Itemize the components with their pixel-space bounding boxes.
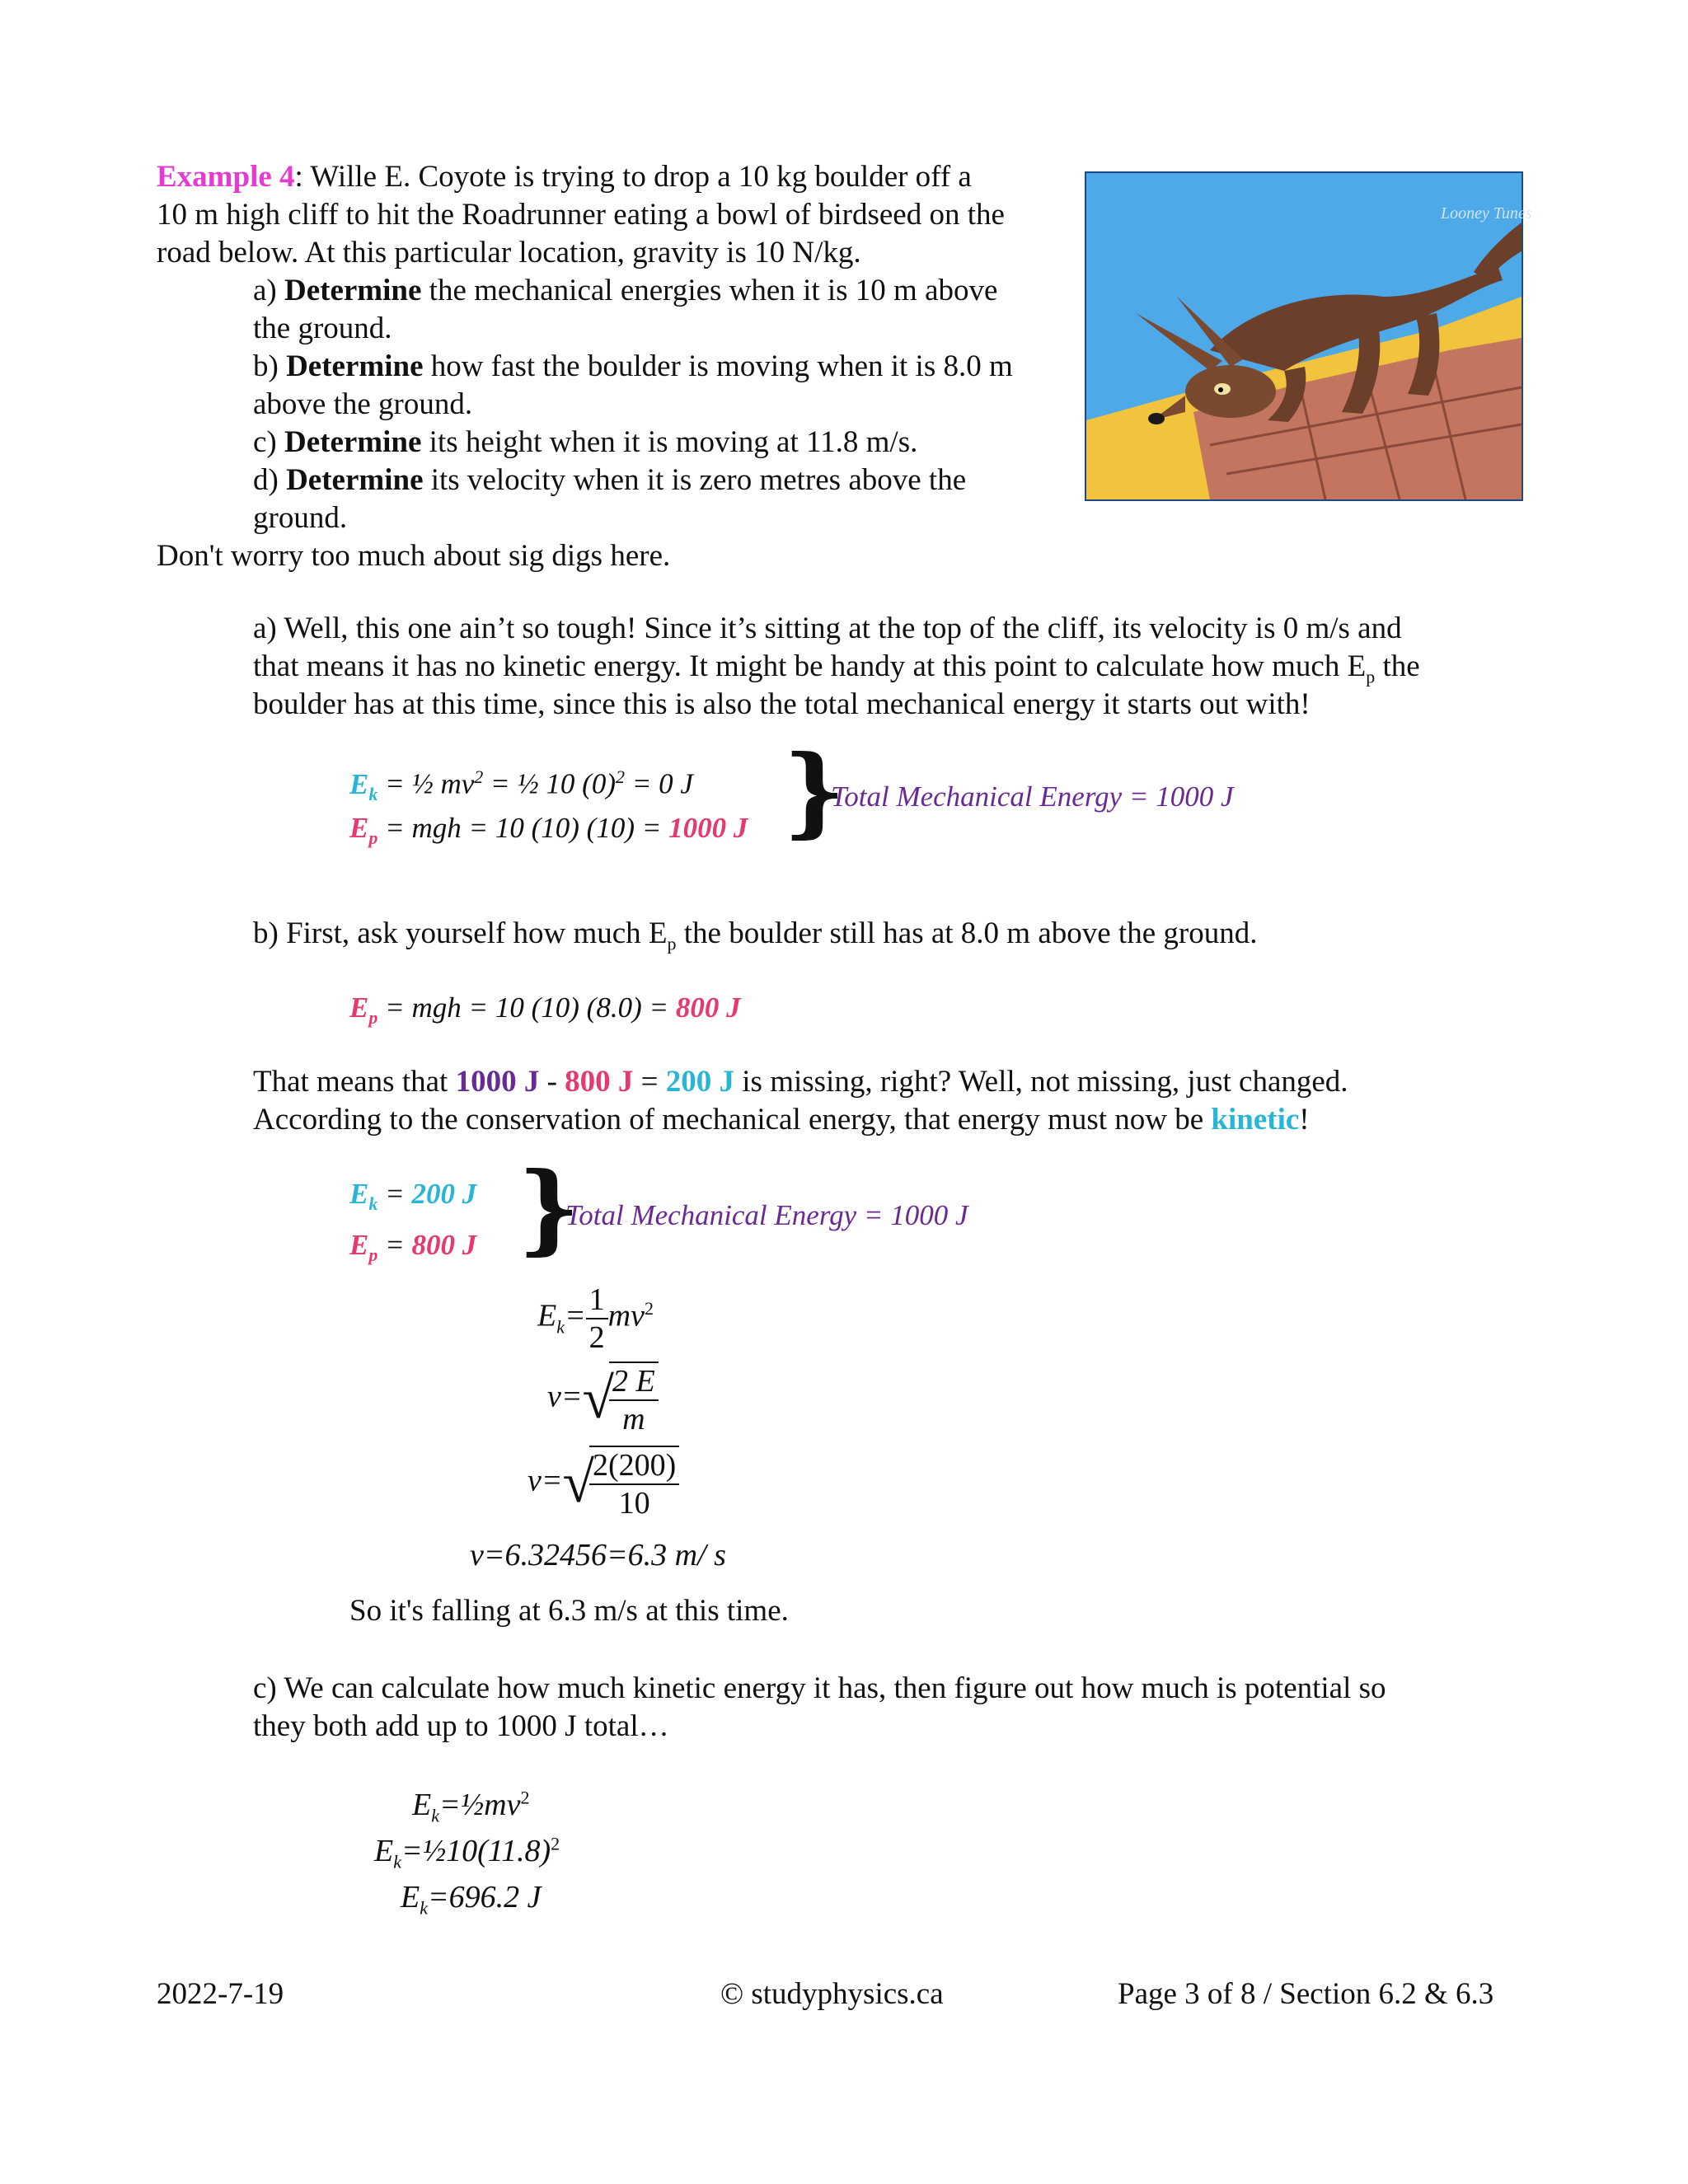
part-b-ep-equation: $E_p$ = mgh = 10 (10) (8.0) = 800 J [349,991,741,1028]
question-b-cont: above the ground. [253,387,473,421]
part-c-line2: they both add up to 1000 J total… [253,1709,669,1743]
part-b-means-line: That means that 1000 J - 800 J = 200 J is missing, right? Well, not missing, just changed. [253,1065,1348,1099]
question-c: c) Determine its height when it is moving at 11.8 m/s. [253,425,918,459]
math-v-substituted: v=√ $\frac{2(200)}{10}$ [528,1446,679,1521]
part-c-eq1: $E_k=\frac{1}{2}mv^2$ [412,1787,530,1826]
math-v-result: v=6.32456=6.3 m/ s [470,1538,726,1572]
part-a-line2: that means it has no kinetic energy. It might be handy at this point to calculate how much $E_p$ the [253,649,1420,687]
part-a-line1: a) Well, this one ain’t so tough! Since it’s sitting at the top of the cliff, its velocity is 0 m/s and [253,612,1402,645]
part-a-total: Total Mechanical Energy = 1000 J [831,780,1234,813]
question-d: d) Determine its velocity when it is zero metres above the [253,463,967,497]
part-a-line3: boulder has at this time, since this is also the total mechanical energy it starts out with! [253,687,1311,721]
question-a: a) Determine the mechanical energies when it is 10 m above [253,274,998,307]
part-c-eq3: $E_k=696.2$ J [401,1880,542,1919]
coyote-cliff-illustration [1086,173,1532,499]
coyote-cartoon-image [1085,171,1532,501]
math-v-formula: v=√ $\frac{2 E}{m}$ [547,1361,659,1437]
sig-digs-note: Don't worry too much about sig digs here. [157,539,671,573]
part-b-conclusion: So it's falling at 6.3 m/s at this time. [349,1594,789,1628]
part-b-line1: b) First, ask yourself how much $E_p$ the boulder still has at 8.0 m above the ground. [253,916,1258,954]
part-b-ep-value: $E_p = 800$ J [349,1229,477,1265]
example-label: Example 4 [157,160,295,194]
looney-tunes-watermark: Looney Tunes [1441,204,1532,223]
example-intro-line1: Example 4: Wille E. Coyote is trying to drop a 10 kg boulder off a [157,160,972,194]
part-b-according-line: According to the conservation of mechanical energy, that energy must now be kinetic! [253,1103,1310,1137]
part-c-eq2: $E_k=\frac{1}{2}10(11.8)^2$ [374,1833,560,1872]
footer-copyright: © studyphysics.ca [720,1977,944,2011]
part-c-line1: c) We can calculate how much kinetic energy it has, then figure out how much is potential so [253,1671,1386,1705]
part-a-ek-equation: $E_k$ = ½ $mv^2$ = ½ 10 $(0)^2 = 0$ J [349,766,693,804]
question-b: b) Determine how fast the boulder is moving when it is 8.0 m [253,349,1013,383]
footer-date: 2022-7-19 [157,1977,284,2011]
part-b-total: Total Mechanical Energy = 1000 J [565,1199,968,1231]
footer-page-number: Page 3 of 8 / Section 6.2 & 6.3 [1118,1977,1494,2011]
question-a-cont: the ground. [253,312,392,345]
math-ek-formula: $E_k=$ $\frac{1}{2}$ $mv^2$ [537,1282,654,1355]
part-b-ek-value: $E_k = 200$ J [349,1178,477,1214]
part-a-brace: } [783,733,846,848]
question-d-cont: ground. [253,501,348,535]
example-intro-line3: road below. At this particular location, gravity is 10 N/kg. [157,236,861,269]
part-b-brace: } [518,1151,580,1265]
part-a-ep-equation: $E_p$ = mgh = 10 (10) (10) = 1000 J [349,812,748,848]
example-intro-line2: 10 m high cliff to hit the Roadrunner eating a bowl of birdseed on the [157,198,1005,232]
